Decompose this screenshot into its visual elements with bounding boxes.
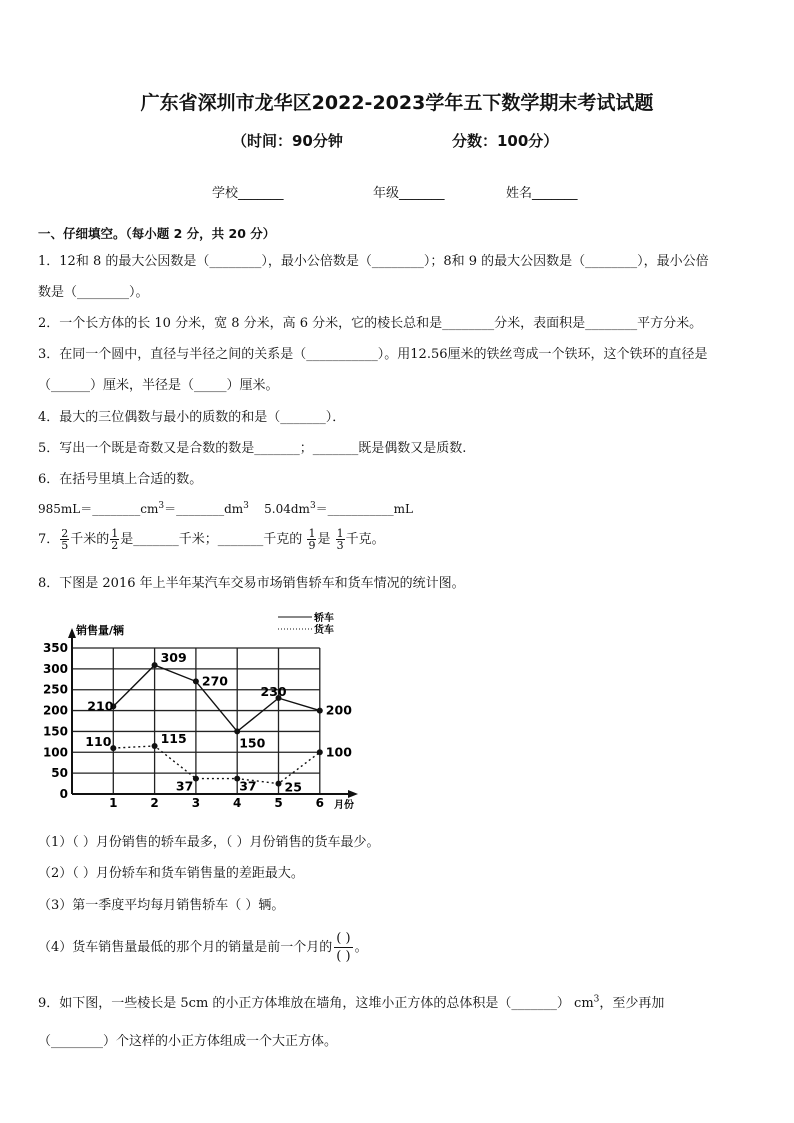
- question-3: 3．在同一个圆中，直径与半径之间的关系是（___________）。用12.56厘米的铁丝弯成一个铁环，这个铁环的直径是: [38, 347, 708, 362]
- data-point: [193, 776, 199, 782]
- y-tick-label: 0: [59, 787, 68, 801]
- y-tick-label: 250: [42, 682, 68, 697]
- question-7: 7． $\frac{2}{5}$ 千米的 $\frac{1}{2}$ 是_______千米；_______千克的 $\frac{1}{9}$ 是 $\frac{1}{3}$ 千克。: [38, 527, 385, 552]
- data-point: [276, 781, 282, 787]
- x-axis-label: 月份: [334, 800, 354, 811]
- school-field: 学校_______: [212, 186, 284, 201]
- data-label: 110: [85, 734, 112, 750]
- fraction-2-5: $\frac{2}{5}$: [61, 527, 69, 552]
- y-axis-label: 销售量/辆: [76, 624, 125, 637]
- x-tick-label: 5: [274, 796, 283, 810]
- y-tick-label: 200: [42, 703, 68, 718]
- data-point: [317, 749, 323, 755]
- data-label: 100: [325, 744, 352, 760]
- question-8-2: （2）（ ）月份轿车和货车销售量的差距最大。: [38, 866, 304, 881]
- fraction-1-9: $\frac{1}{9}$: [308, 527, 316, 552]
- x-tick-label: 4: [233, 796, 242, 810]
- fraction-1-2: $\frac{1}{2}$: [111, 527, 119, 552]
- question-6-conversions: $985mL=\_\_\_\_\_\_\_\_cm^3=\_\_\_\_\_\_\_\_dm^3$ $5.04dm^3=\_\_\_\_\_\_\_\_\_\_\_mL$: [38, 501, 414, 516]
- question-8-3: （3）第一季度平均每月销售轿车（ ）辆。: [38, 898, 285, 913]
- exam-time: （时间：90分钟: [232, 132, 343, 150]
- data-label: 37: [175, 778, 194, 794]
- data-label: 200: [325, 702, 352, 718]
- data-point: [234, 728, 240, 734]
- question-3-cont: （______）厘米，半径是（_____）厘米。: [38, 378, 279, 393]
- y-tick-label: 350: [42, 641, 68, 655]
- question-9: 9．如下图，一些棱长是 5cm 的小正方体堆放在墙角，这堆小正方体的总体积是（_______） $cm^3$，至少再加: [38, 994, 665, 1011]
- question-8-4: （4）货车销售量最低的那个月的销量是前一个月的 ( ) ( ) 。: [38, 931, 368, 964]
- data-point: [317, 708, 323, 714]
- data-point: [193, 678, 199, 684]
- y-tick-label: 300: [42, 661, 68, 676]
- data-point: [152, 743, 158, 749]
- x-axis-arrow: [348, 790, 358, 798]
- blank-fraction: ( ) ( ): [336, 931, 351, 964]
- name-field: 姓名_______: [506, 186, 578, 201]
- exam-title: 广东省深圳市龙华区2022-2023学年五下数学期末考试试题: [140, 92, 654, 114]
- data-label: 150: [239, 735, 266, 751]
- x-tick-label: 3: [191, 796, 201, 810]
- y-tick-label: 150: [42, 724, 68, 739]
- data-label: 210: [87, 698, 114, 714]
- question-8: 8．下图是 2016 年上半年某汽车交易市场销售轿车和货车情况的统计图。: [38, 576, 465, 591]
- data-label: 25: [284, 779, 302, 795]
- x-tick-label: 2: [150, 796, 159, 810]
- exam-score: 分数：100分）: [452, 132, 559, 150]
- grade-field: 年级_______: [373, 186, 445, 201]
- data-label: 115: [160, 731, 187, 747]
- x-tick-label: 6: [315, 796, 324, 810]
- legend-label: 货车: [314, 625, 334, 636]
- question-9-cont: （________）个这样的小正方体组成一个大正方体。: [38, 1034, 338, 1049]
- question-6: 6．在括号里填上合适的数。: [38, 472, 203, 487]
- y-tick-label: 100: [42, 745, 68, 760]
- sales-line-chart: [30, 608, 390, 813]
- y-axis-arrow: [68, 628, 76, 638]
- data-label: 37: [239, 778, 257, 794]
- question-4: 4．最大的三位偶数与最小的质数的和是（_______）．: [38, 410, 346, 425]
- question-2: 2．一个长方体的长 10 分米，宽 8 分米，高 6 分米，它的棱长总和是________分米，表面积是________平方分米。: [38, 316, 703, 331]
- data-label: 270: [201, 673, 228, 689]
- data-label: 230: [260, 684, 287, 700]
- data-point: [152, 662, 158, 668]
- legend-label: 轿车: [314, 613, 334, 624]
- section-heading: 一、仔细填空。（每小题 2 分，共 20 分）: [38, 226, 276, 241]
- question-5: 5．写出一个既是奇数又是合数的数是_______；_______既是偶数又是质数.: [38, 441, 467, 456]
- question-1: 1．12和 8 的最大公因数是（________），最小公倍数是（________）；8和 9 的最大公因数是（________），最小公倍: [38, 254, 709, 269]
- question-1-cont: 数是（________）。: [38, 285, 149, 300]
- y-tick-label: 50: [51, 766, 68, 781]
- question-8-1: （1）（ ）月份销售的轿车最多，（ ）月份销售的货车最少。: [38, 835, 380, 850]
- x-tick-label: 1: [109, 796, 118, 810]
- data-label: 309: [160, 650, 187, 666]
- fraction-1-3: $\frac{1}{3}$: [336, 527, 344, 552]
